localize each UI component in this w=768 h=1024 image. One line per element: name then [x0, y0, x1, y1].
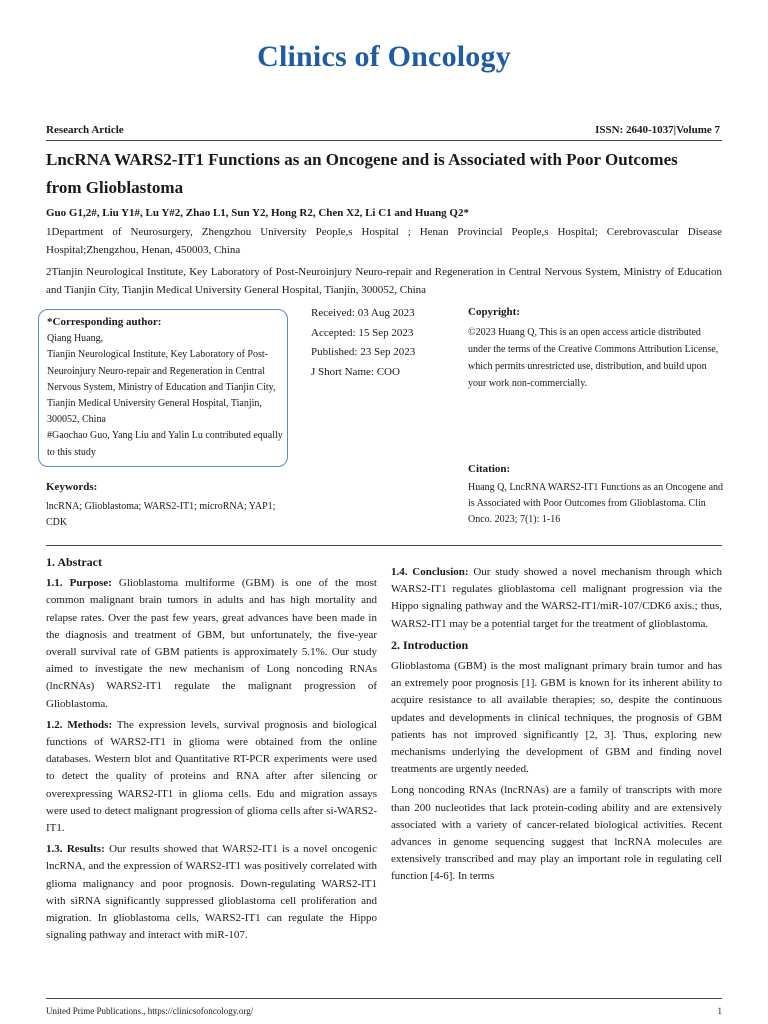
journal-short-name: J Short Name: COO [311, 365, 400, 378]
page-number: 1 [717, 1006, 722, 1016]
introduction-heading: 2. Introduction [391, 637, 469, 652]
abstract-heading: 1. Abstract [46, 555, 102, 569]
citation-block [468, 461, 724, 528]
abstract-purpose [46, 575, 377, 713]
article-meta-line [46, 122, 722, 140]
methods-text: The expression levels, survival prognosis and biological functions of WARS2-IT1 in glioma were obtained from the online databases. Western blot and Quantitative RT-PCR experiments were used to detect the quality of proteins and RNA after after silencing or overexpressing WARS2-IT1 in glioma cells. Edu and migration assays were used to detect malignant progression of glioma cells after si-WARS2-IT1. [46, 718, 377, 835]
introduction-paragraph-2: Long noncoding RNAs (lncRNAs) are a family of transcripts with more than 200 nucleotides that lack protein-coding ability and are extensively associated with a variety of cancer-related biological activities. Recent advances in genome sequencing suggest that lncRNA molecules are extensively transcribed and may play an important role in regulating cell function [4-6]. In terms [391, 784, 722, 883]
abstract-results [46, 841, 377, 944]
corresponding-heading: *Corresponding author: [47, 316, 162, 328]
copyright-block [468, 304, 724, 392]
corresponding-name: Qiang Huang, [47, 333, 104, 345]
purpose-label: 1.1. Purpose: [46, 577, 112, 590]
corresponding-author-box [38, 309, 288, 467]
abstract-methods [46, 717, 377, 837]
conclusion-text: Our study showed a novel mechanism through which WARS2-IT1 regulates glioblastoma cell malignant progression via the Hippo signaling pathway and the WARS2-IT1/miR-107/CDK6 axis.; thus, WARS2-IT1 may be a potential target for the treatment of glioblastoma. [391, 566, 722, 630]
received-date: Received: 03 Aug 2023 [311, 307, 415, 319]
footer-publisher: United Prime Publications., https://clinicsofoncology.org/ [46, 1006, 254, 1016]
affiliation-1: 1Department of Neurosurgery, Zhengzhou University People,s Hospital ; Henan Provincial People,s Hospital; Cerebrovascular Disease Hospital;Zhengzhou, Henan, 450003, China [46, 226, 722, 256]
footer-rule [46, 998, 722, 999]
author-list: Guo G1,2#, Liu Y1#, Lu Y#2, Zhao L1, Sun Y2, Hong R2, Chen X2, Li C1 and Huang Q2* [46, 207, 469, 219]
equal-contribution-note: #Gaochao Guo, Yang Liu and Yalin Lu contributed equally to this study [47, 430, 283, 458]
left-column [46, 554, 377, 948]
results-text: Our results showed that WARS2-IT1 is a novel oncogenic lncRNA, and the expression of WARS2-IT1 was positively correlated with glioma malignancy and poor prognosis. Down-regulating WARS2-IT1 with siRNA significantly suppressed glioblastoma cell proliferation and migration. In glioblastoma cells, WARS2-IT1 can regulate the Hippo signaling pathway and interact with miR-107. [46, 843, 377, 942]
citation-heading: Citation: [468, 463, 511, 475]
published-date: Published: 23 Sep 2023 [311, 346, 416, 358]
affiliation-2: 2Tianjin Neurological Institute, Key Laboratory of Post-Neuroinjury Neuro-repair and Regeneration in Central Nervous System, Ministry of Education and Tianjin City, Tianjin Medical University General Hospital, Tianjin, 300052, China [46, 266, 722, 296]
body-rule [46, 545, 722, 546]
journal-title: Clinics of Oncology [257, 40, 511, 73]
accepted-date: Accepted: 15 Sep 2023 [311, 326, 414, 339]
article-type: Research Article [46, 124, 124, 136]
copyright-heading: Copyright: [468, 306, 520, 318]
right-column [391, 564, 722, 890]
article-dates [311, 304, 415, 382]
keywords-text: lncRNA; Glioblastoma; WARS2-IT1; microRNA; YAP1; CDK [46, 501, 276, 528]
abstract-conclusion [391, 564, 722, 633]
copyright-text: ©2023 Huang Q, This is an open access article distributed under the terms of the Creative Commons Attribution License, which permits unrestricted use, distribution, and build upon your work non-commercially. [468, 327, 719, 389]
issn-volume: ISSN: 2640-1037|Volume 7 [595, 124, 720, 136]
results-label: 1.3. Results: [46, 843, 105, 856]
introduction-paragraph-1: Glioblastoma (GBM) is the most malignant primary brain tumor and has an extremely poor prognosis [1]. GBM is known for its inherent ability to acquire resistance to all available therapies; so, despite the continuous updates and developments in clinical techniques, the prognosis of GBM patients has not improved significantly [2, 3]. Thus, exploring new mechanisms underlying the development of GBM and finding novel treatments are urgently needed. [391, 660, 722, 776]
conclusion-label: 1.4. Conclusion: [391, 566, 469, 578]
keywords-block [46, 479, 286, 531]
citation-text: Huang Q, LncRNA WARS2-IT1 Functions as an Oncogene and is Associated with Poor Outcomes from Glioblastoma. Clin Onco. 2023; 7(1): 1-16 [468, 482, 724, 525]
keywords-heading: Keywords: [46, 481, 98, 493]
corresponding-address: Tianjin Neurological Institute, Key Laboratory of Post-Neuroinjury Neuro-repair and Regeneration in Central Nervous System, Ministry of Education and Tianjin City, Tianjin Medical University General Hospital, Tianjin, 300052, China [47, 349, 276, 426]
purpose-text: Glioblastoma multiforme (GBM) is one of the most common malignant brain tumors in adults and has high mortality and relapse rates. Over the past few years, great advances have been made in the diagnosis and treatment of GBM, but unfortunately, the five-year overall survival rate of GBM patients is approximately 5.1%. Our study aimed to investigate the new mechanism of Long noncoding RNAs (lncRNAs) WARS2-IT1 regulate the malignant progression of Glioblastoma. [46, 577, 377, 710]
article-title: LncRNA WARS2-IT1 Functions as an Oncogene and is Associated with Poor Outcomes from Glioblastoma [46, 150, 678, 197]
header-rule [46, 140, 722, 141]
methods-label: 1.2. Methods: [46, 718, 113, 731]
